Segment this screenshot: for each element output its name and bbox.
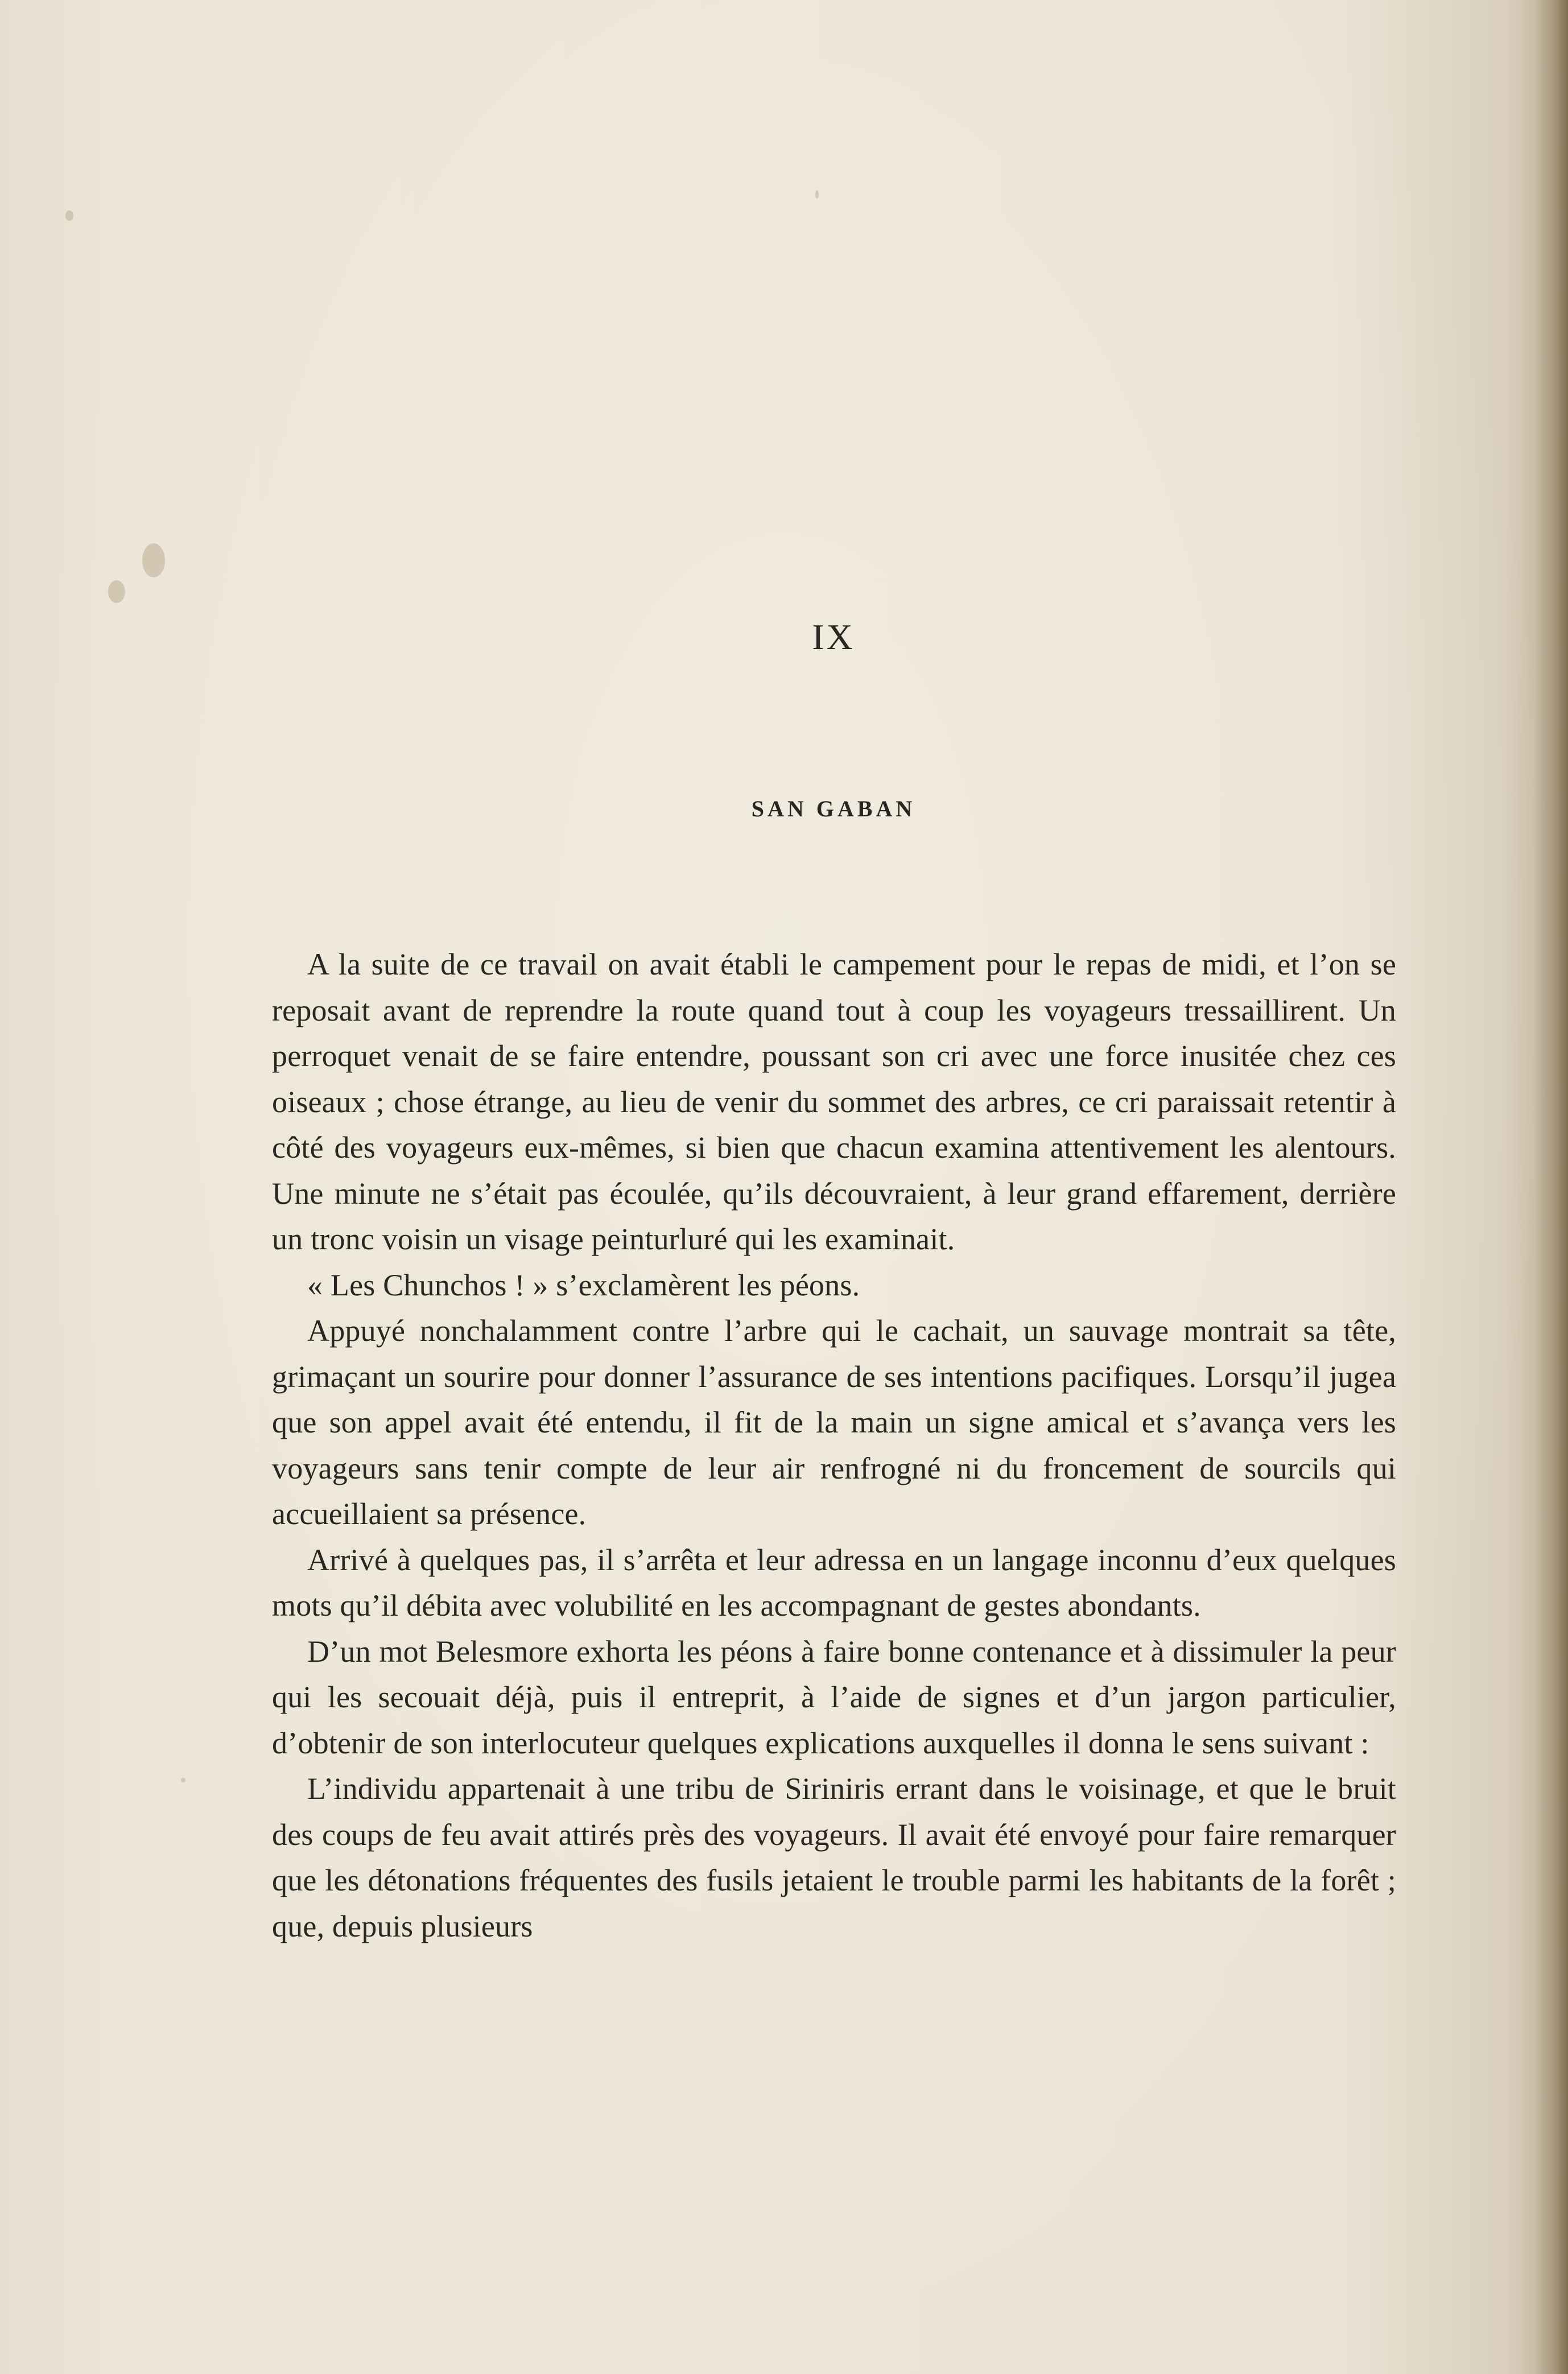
paragraph: Appuyé nonchalamment contre l’arbre qui le cachait, un sauvage montrait sa tête, grimaçant un sourire pour donner l’assurance de ses intentions pacifiques. Lorsqu’il jugea que son appel avait été entendu, il fit de la main un signe amical et s’avança vers les voyageurs sans tenir compte de leur air renfrogné ni du froncement de sourcils qui accueillaient sa présence.	[272, 1314, 1396, 1531]
chapter-title: SAN GABAN	[751, 796, 916, 822]
paragraph: D’un mot Belesmore exhorta les péons à faire bonne contenance et à dissimuler la peur qui les secouait déjà, puis il entreprit, à l’aide de signes et d’un jargon particulier, d’obtenir de son interlocuteur quelques explications auxquelles il donna le sens suivant :	[272, 1634, 1396, 1760]
body-text	[272, 942, 1396, 1949]
paper-speck	[65, 210, 73, 221]
paragraph: Arrivé à quelques pas, il s’arrêta et leur adressa en un langage inconnu d’eux quelques mots qu’il débita avec volubilité en les accompagnant de gestes abondants.	[272, 1542, 1396, 1622]
paragraph: A la suite de ce travail on avait établi le campement pour le repas de midi, et l’on se reposait avant de reprendre la route quand tout à coup les voyageurs tressaillirent. Un perroquet venait de se faire entendre, poussant son cri avec une force inusitée chez ces oiseaux ; chose étrange, au lieu de venir du sommet des arbres, ce cri paraissait retentir à côté des voyageurs eux-mêmes, si bien que chacun examina attentivement les alentours. Une minute ne s’était pas écoulée, qu’ils découvraient, à leur grand effarement, derrière un tronc voisin un visage peinturluré qui les examinait.	[272, 947, 1396, 1256]
paragraph: L’individu appartenait à une tribu de Siriniris errant dans le voisinage, et que le bruit des coups de feu avait attirés près des voyageurs. Il avait été envoyé pour faire remarquer que les détonations fréquentes des fusils jetaient le trouble parmi les habitants de la forêt ; que, depuis plusieurs	[272, 1772, 1396, 1943]
paper-speck	[181, 1778, 185, 1782]
paragraph: « Les Chunchos ! » s’exclamèrent les péons.	[307, 1267, 860, 1302]
chapter-number: IX	[812, 616, 855, 657]
page-binding-edge	[1534, 0, 1568, 2374]
paper-speck	[108, 580, 125, 603]
paper-speck	[142, 543, 165, 577]
paper-speck	[815, 191, 819, 199]
